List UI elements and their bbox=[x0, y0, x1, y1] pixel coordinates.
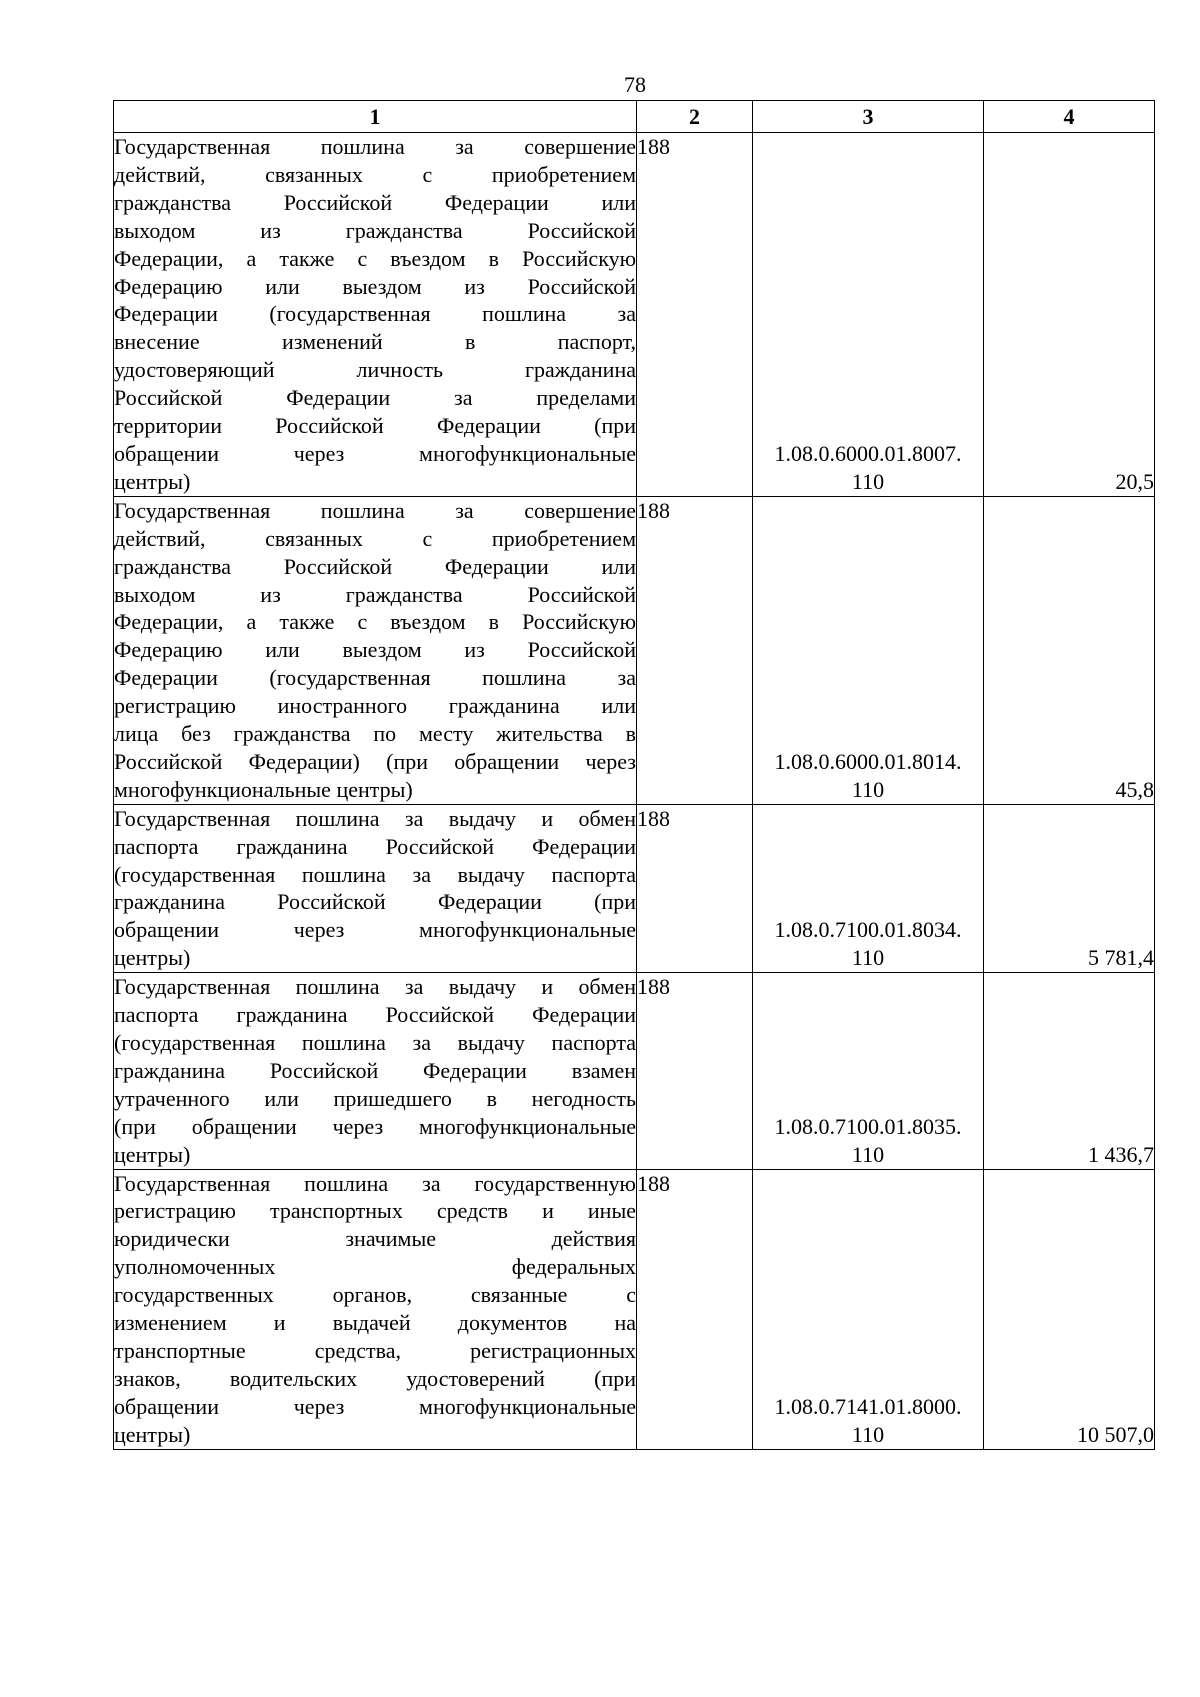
revenue-name-line: изменением и выдачей документов на bbox=[114, 1310, 636, 1336]
table-row bbox=[114, 973, 1155, 1169]
revenue-name-line: обращении через многофункциональные bbox=[114, 1393, 636, 1419]
revenue-name-line: гражданства Российской Федерации или bbox=[114, 189, 636, 215]
revenue-name-cell bbox=[114, 133, 637, 497]
revenue-name-line: Федерации, а также с въездом в Российскую bbox=[114, 245, 636, 271]
table-row bbox=[114, 804, 1155, 972]
revenue-name-line: Государственная пошлина за совершение bbox=[114, 497, 636, 523]
revenue-name-line: внесение изменений в паспорт, bbox=[114, 329, 636, 355]
admin-code-cell: 188 bbox=[637, 804, 753, 972]
revenue-name-line: уполномоченных федеральных bbox=[114, 1254, 636, 1280]
column-header-2: 2 bbox=[637, 101, 753, 133]
revenue-name-line: гражданина Российской Федерации (при bbox=[114, 889, 636, 915]
revenue-name-line: выходом из гражданства Российской bbox=[114, 217, 636, 243]
budget-code-line: 1.08.0.6000.01.8014. bbox=[774, 748, 962, 774]
budget-code-cell bbox=[753, 133, 984, 497]
revenue-name-line: гражданина Российской Федерации взамен bbox=[114, 1057, 636, 1083]
revenue-name-line: территории Российской Федерации (при bbox=[114, 413, 636, 439]
revenue-name-line: многофункциональные центры) bbox=[114, 776, 413, 802]
revenue-table bbox=[113, 100, 1155, 1450]
amount-cell: 45,8 bbox=[984, 496, 1155, 804]
revenue-name-line: центры) bbox=[114, 1421, 191, 1447]
revenue-name-line: Федерации, а также с въездом в Российскую bbox=[114, 609, 636, 635]
revenue-name-line: Государственная пошлина за выдачу и обмен bbox=[114, 974, 636, 1000]
revenue-name-line: действий, связанных с приобретением bbox=[114, 525, 636, 551]
budget-code-suffix: 110 bbox=[851, 1141, 885, 1167]
admin-code-cell: 188 bbox=[637, 133, 753, 497]
revenue-name-line: Федерацию или выездом из Российской bbox=[114, 637, 636, 663]
revenue-name-line: обращении через многофункциональные bbox=[114, 440, 636, 466]
revenue-name-cell bbox=[114, 1169, 637, 1449]
column-header-4: 4 bbox=[984, 101, 1155, 133]
budget-code-line: 1.08.0.7100.01.8034. bbox=[774, 917, 962, 943]
budget-code-suffix: 110 bbox=[851, 468, 885, 494]
budget-code-line: 1.08.0.7141.01.8000. bbox=[774, 1393, 962, 1419]
table-row bbox=[114, 496, 1155, 804]
budget-code-cell bbox=[753, 1169, 984, 1449]
amount-cell: 5 781,4 bbox=[984, 804, 1155, 972]
revenue-name-line: знаков, водительских удостоверений (при bbox=[114, 1365, 636, 1391]
column-header-3: 3 bbox=[753, 101, 984, 133]
table-row bbox=[114, 1169, 1155, 1449]
amount-cell: 20,5 bbox=[984, 133, 1155, 497]
revenue-name-line: гражданства Российской Федерации или bbox=[114, 553, 636, 579]
revenue-name-line: удостоверяющий личность гражданина bbox=[114, 357, 636, 383]
amount-cell: 1 436,7 bbox=[984, 973, 1155, 1169]
table-row bbox=[114, 133, 1155, 497]
budget-code-cell bbox=[753, 496, 984, 804]
table-header-row bbox=[114, 101, 1155, 133]
amount-cell: 10 507,0 bbox=[984, 1169, 1155, 1449]
revenue-name-cell bbox=[114, 973, 637, 1169]
budget-code-cell bbox=[753, 973, 984, 1169]
revenue-name-line: выходом из гражданства Российской bbox=[114, 581, 636, 607]
revenue-name-line: утраченного или пришедшего в негодность bbox=[114, 1085, 636, 1111]
revenue-name-line: Российской Федерации за пределами bbox=[114, 385, 636, 411]
revenue-name-line: центры) bbox=[114, 945, 191, 971]
revenue-name-line: регистрацию транспортных средств и иные bbox=[114, 1198, 636, 1224]
budget-code-suffix: 110 bbox=[851, 1421, 885, 1447]
revenue-name-line: паспорта гражданина Российской Федерации bbox=[114, 1002, 636, 1028]
revenue-name-line: действий, связанных с приобретением bbox=[114, 161, 636, 187]
revenue-name-line: центры) bbox=[114, 468, 191, 494]
revenue-name-line: Государственная пошлина за совершение bbox=[114, 134, 636, 159]
revenue-name-line: Государственная пошлина за выдачу и обмен bbox=[114, 805, 636, 831]
revenue-name-line: Российской Федерации) (при обращении через bbox=[114, 748, 636, 774]
budget-code-cell bbox=[753, 804, 984, 972]
revenue-name-line: юридически значимые действия bbox=[114, 1226, 636, 1252]
revenue-name-line: лица без гражданства по месту жительства в bbox=[114, 721, 636, 747]
revenue-name-line: (государственная пошлина за выдачу паспорта bbox=[114, 1030, 636, 1055]
revenue-name-line: Федерации (государственная пошлина за bbox=[114, 665, 636, 691]
revenue-name-line: транспортные средства, регистрационных bbox=[114, 1337, 636, 1363]
revenue-name-line: Государственная пошлина за государственную bbox=[114, 1170, 636, 1196]
admin-code-cell: 188 bbox=[637, 496, 753, 804]
admin-code-cell: 188 bbox=[637, 973, 753, 1169]
revenue-name-line: обращении через многофункциональные bbox=[114, 917, 636, 943]
page-number: 78 bbox=[624, 72, 646, 97]
revenue-name-cell bbox=[114, 496, 637, 804]
revenue-name-line: (при обращении через многофункциональные bbox=[114, 1113, 636, 1139]
budget-code-line: 1.08.0.6000.01.8007. bbox=[774, 440, 962, 466]
budget-code-suffix: 110 bbox=[851, 776, 885, 802]
column-header-1: 1 bbox=[114, 101, 637, 133]
revenue-name-line: (государственная пошлина за выдачу паспорта bbox=[114, 861, 636, 887]
revenue-name-line: паспорта гражданина Российской Федерации bbox=[114, 833, 636, 859]
revenue-name-line: центры) bbox=[114, 1141, 191, 1167]
budget-code-suffix: 110 bbox=[851, 945, 885, 971]
revenue-name-cell bbox=[114, 804, 637, 972]
budget-code-line: 1.08.0.7100.01.8035. bbox=[774, 1113, 962, 1139]
revenue-name-line: государственных органов, связанные с bbox=[114, 1282, 636, 1308]
admin-code-cell: 188 bbox=[637, 1169, 753, 1449]
revenue-name-line: Федерацию или выездом из Российской bbox=[114, 273, 636, 299]
revenue-name-line: Федерации (государственная пошлина за bbox=[114, 301, 636, 327]
revenue-name-line: регистрацию иностранного гражданина или bbox=[114, 693, 636, 719]
